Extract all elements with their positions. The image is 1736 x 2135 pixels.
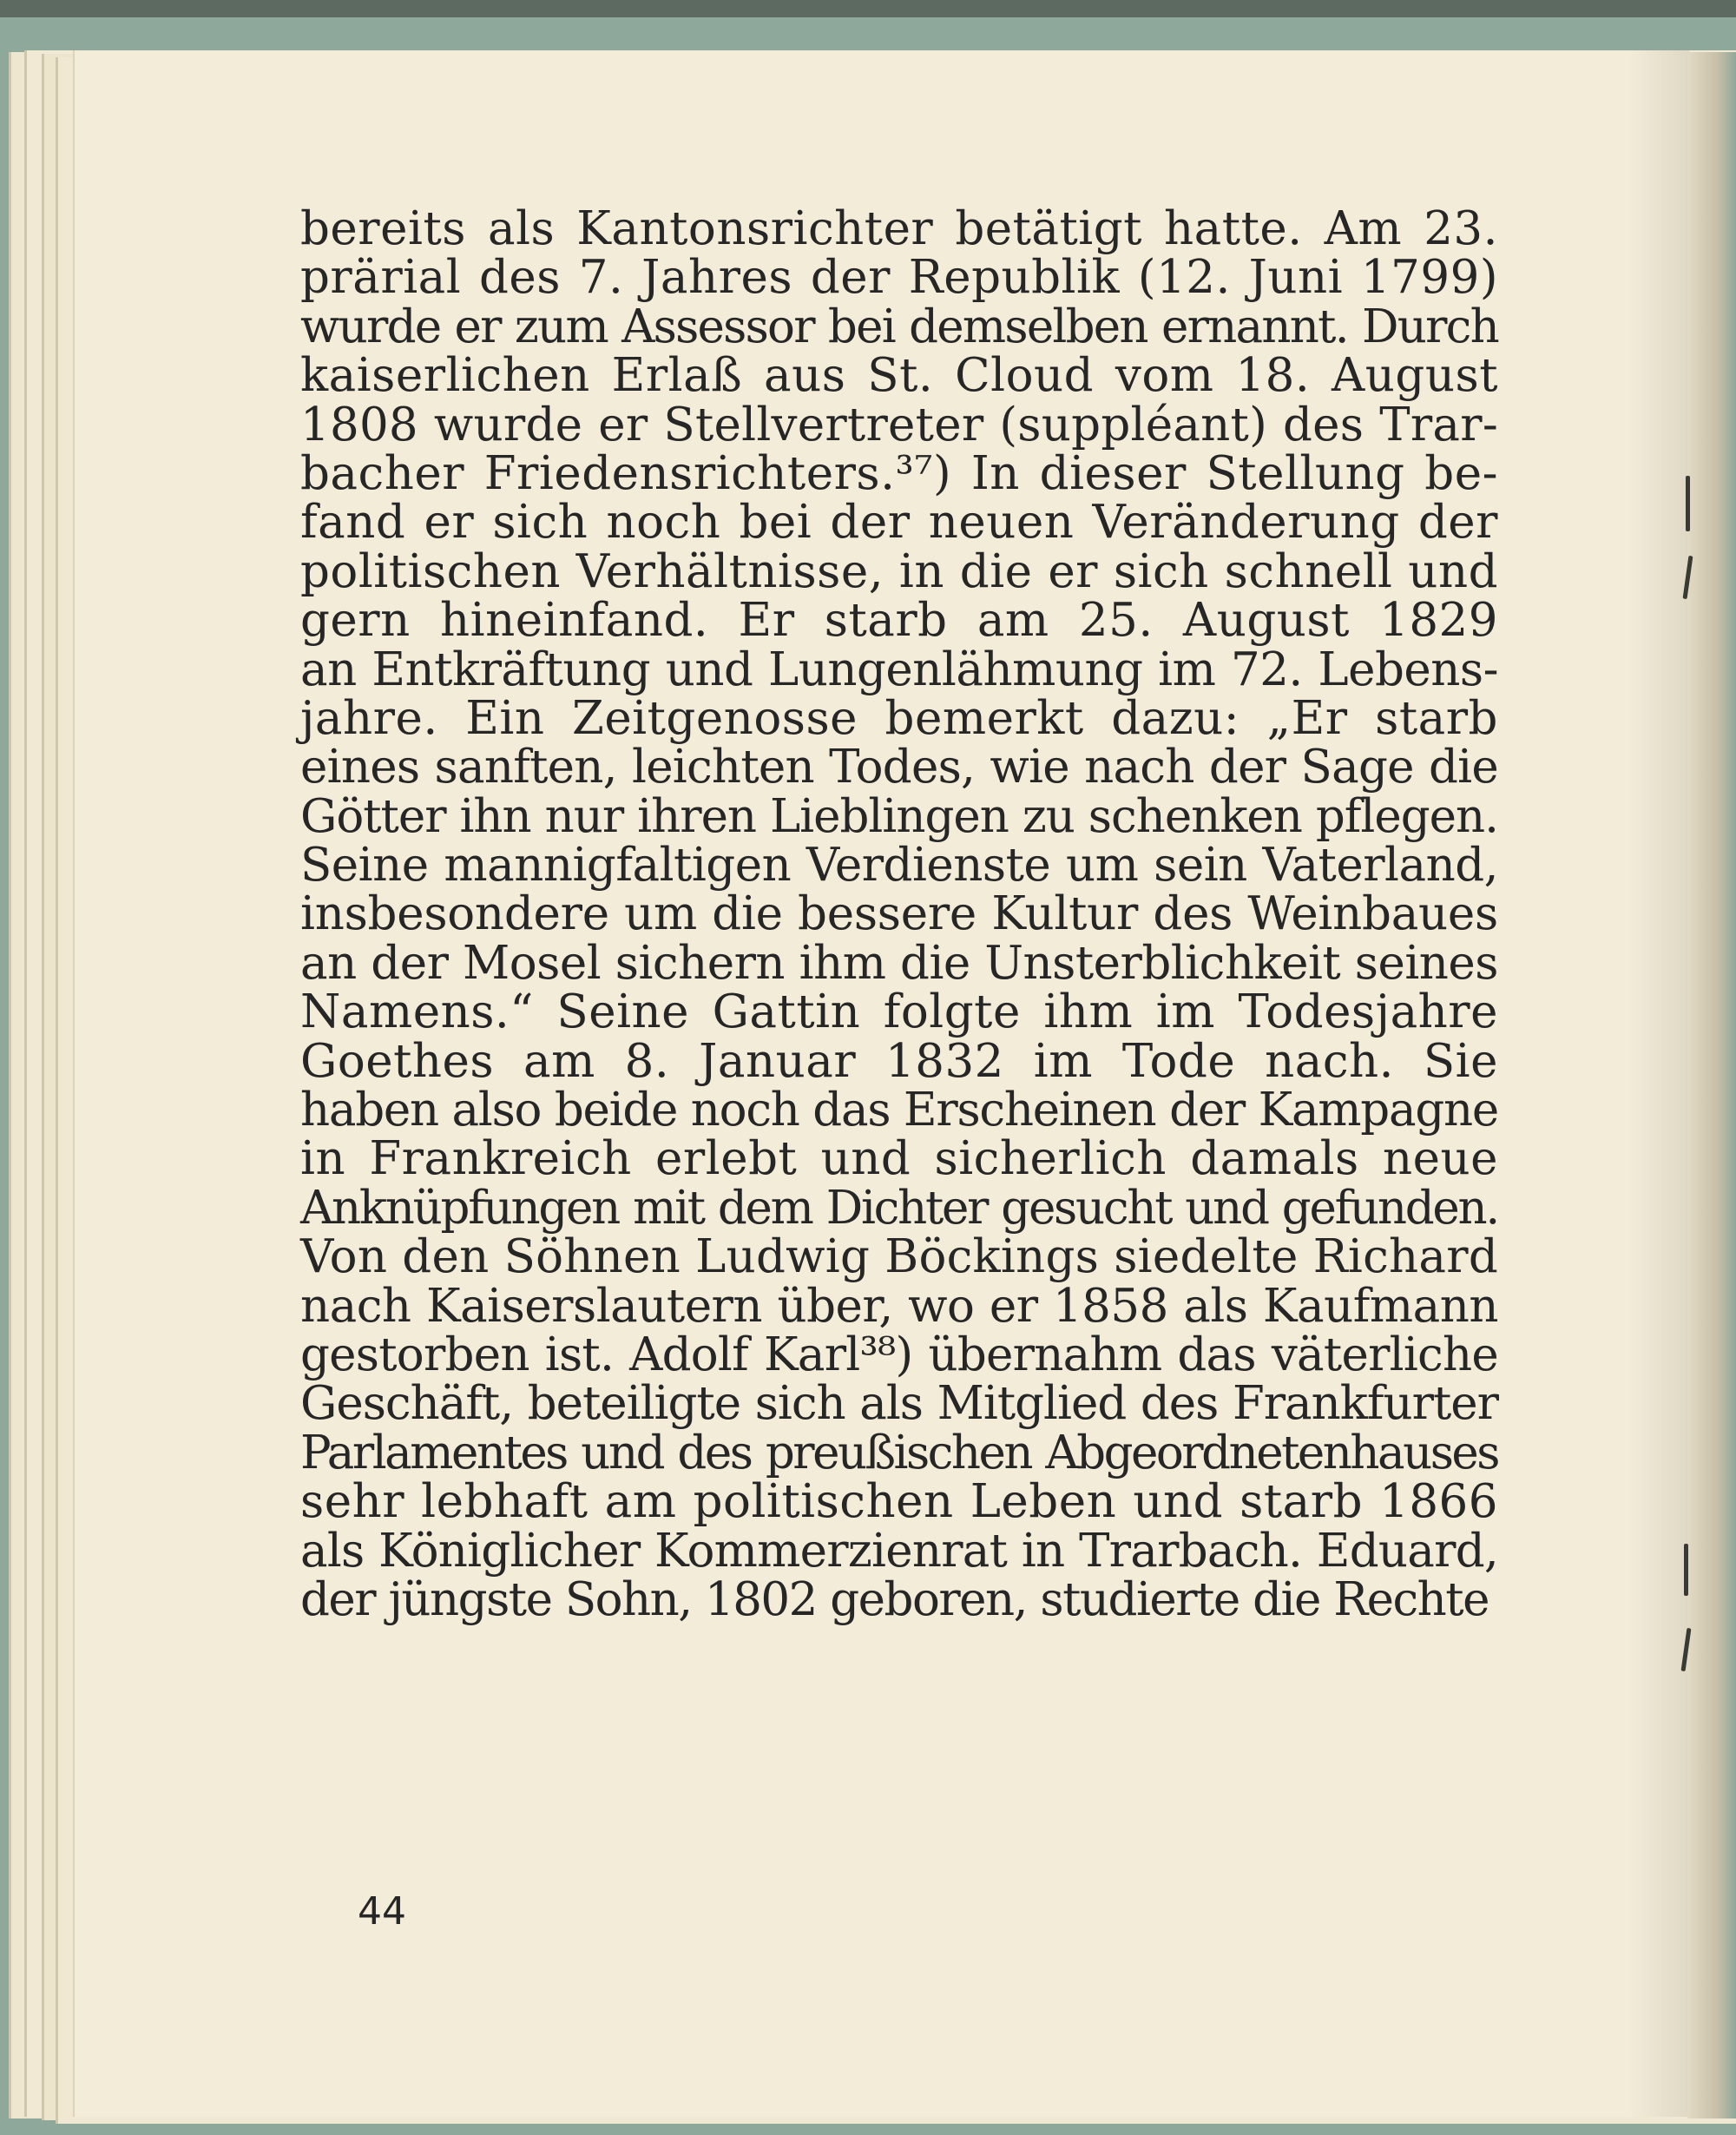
text-line: eines sanften, leichten Todes, wie nach der Sage die xyxy=(300,741,1498,794)
text-line: haben also beide noch das Erscheinen der Kampagne xyxy=(300,1084,1498,1137)
facing-page-edge xyxy=(1687,52,1736,2119)
text-line: Götter ihn nur ihren Lieblingen zu schenken pflegen. xyxy=(300,789,1498,843)
text-line: sehr lebhaft am politischen Leben und starb 1866 xyxy=(300,1475,1498,1529)
text-line: Parlamentes und des preußischen Abgeordnetenhauses xyxy=(300,1426,1498,1479)
bleed-through-mark xyxy=(1684,1544,1688,1596)
text-line: Von den Söhnen Ludwig Böckings siedelte Richard xyxy=(300,1230,1499,1284)
text-line: als Königlicher Kommerzienrat in Trarbach. Eduard, xyxy=(300,1524,1498,1578)
text-line: kaiserlichen Erlaß aus St. Cloud vom 18. August xyxy=(300,349,1498,403)
text-line: Goethes am 8. Januar 1832 im Tode nach. Sie xyxy=(300,1034,1498,1088)
text-line: fand er sich noch bei der neuen Veränderung der xyxy=(300,496,1498,550)
text-line: 1808 wurde er Stellvertreter (suppléant) des Trar- xyxy=(300,398,1498,451)
text-line: Anknüpfungen mit dem Dichter gesucht und gefunden. xyxy=(300,1181,1498,1235)
text-line: an Entkräftung und Lungenlähmung im 72. Lebens- xyxy=(300,642,1498,696)
text-line: jahre. Ein Zeitgenosse bemerkt dazu: „Er starb xyxy=(300,691,1498,745)
text-line: prärial des 7. Jahres der Republik (12. Juni 1799) xyxy=(300,251,1498,305)
text-line: nach Kaiserslautern über, wo er 1858 als Kaufmann xyxy=(300,1279,1498,1333)
text-line: in Frankreich erlebt und sicherlich damals neue xyxy=(300,1132,1498,1186)
text-line: gestorben ist. Adolf Karl³⁸) übernahm das väterliche xyxy=(300,1328,1498,1381)
text-line: an der Mosel sichern ihm die Unsterblichkeit seines xyxy=(300,936,1498,990)
text-line: Geschäft, beteiligte sich als Mitglied des Frankfurter xyxy=(300,1377,1498,1431)
text-line: politischen Verhältnisse, in die er sich schnell und xyxy=(300,544,1498,598)
bleed-through-mark xyxy=(1686,476,1690,531)
text-line: Seine mannigfaltigen Verdienste um sein Vaterland, xyxy=(300,839,1498,893)
text-line: Namens.“ Seine Gattin folgte ihm im Todesjahre xyxy=(300,985,1498,1039)
text-line: gern hineinfand. Er starb am 25. August 1829 xyxy=(300,594,1498,648)
body-text xyxy=(300,202,1499,1626)
text-line: der jüngste Sohn, 1802 geboren, studierte die Rechte xyxy=(300,1572,1489,1626)
page-number: 44 xyxy=(358,1889,406,1934)
text-line: insbesondere um die bessere Kultur des Weinbaues xyxy=(300,887,1498,941)
text-line: bereits als Kantonsrichter betätigt hatte. Am 23. xyxy=(300,202,1498,255)
text-line: wurde er zum Assessor bei demselben ernannt. Durch xyxy=(300,300,1498,353)
text-line: bacher Friedensrichters.³⁷) In dieser Stellung be- xyxy=(300,446,1498,500)
